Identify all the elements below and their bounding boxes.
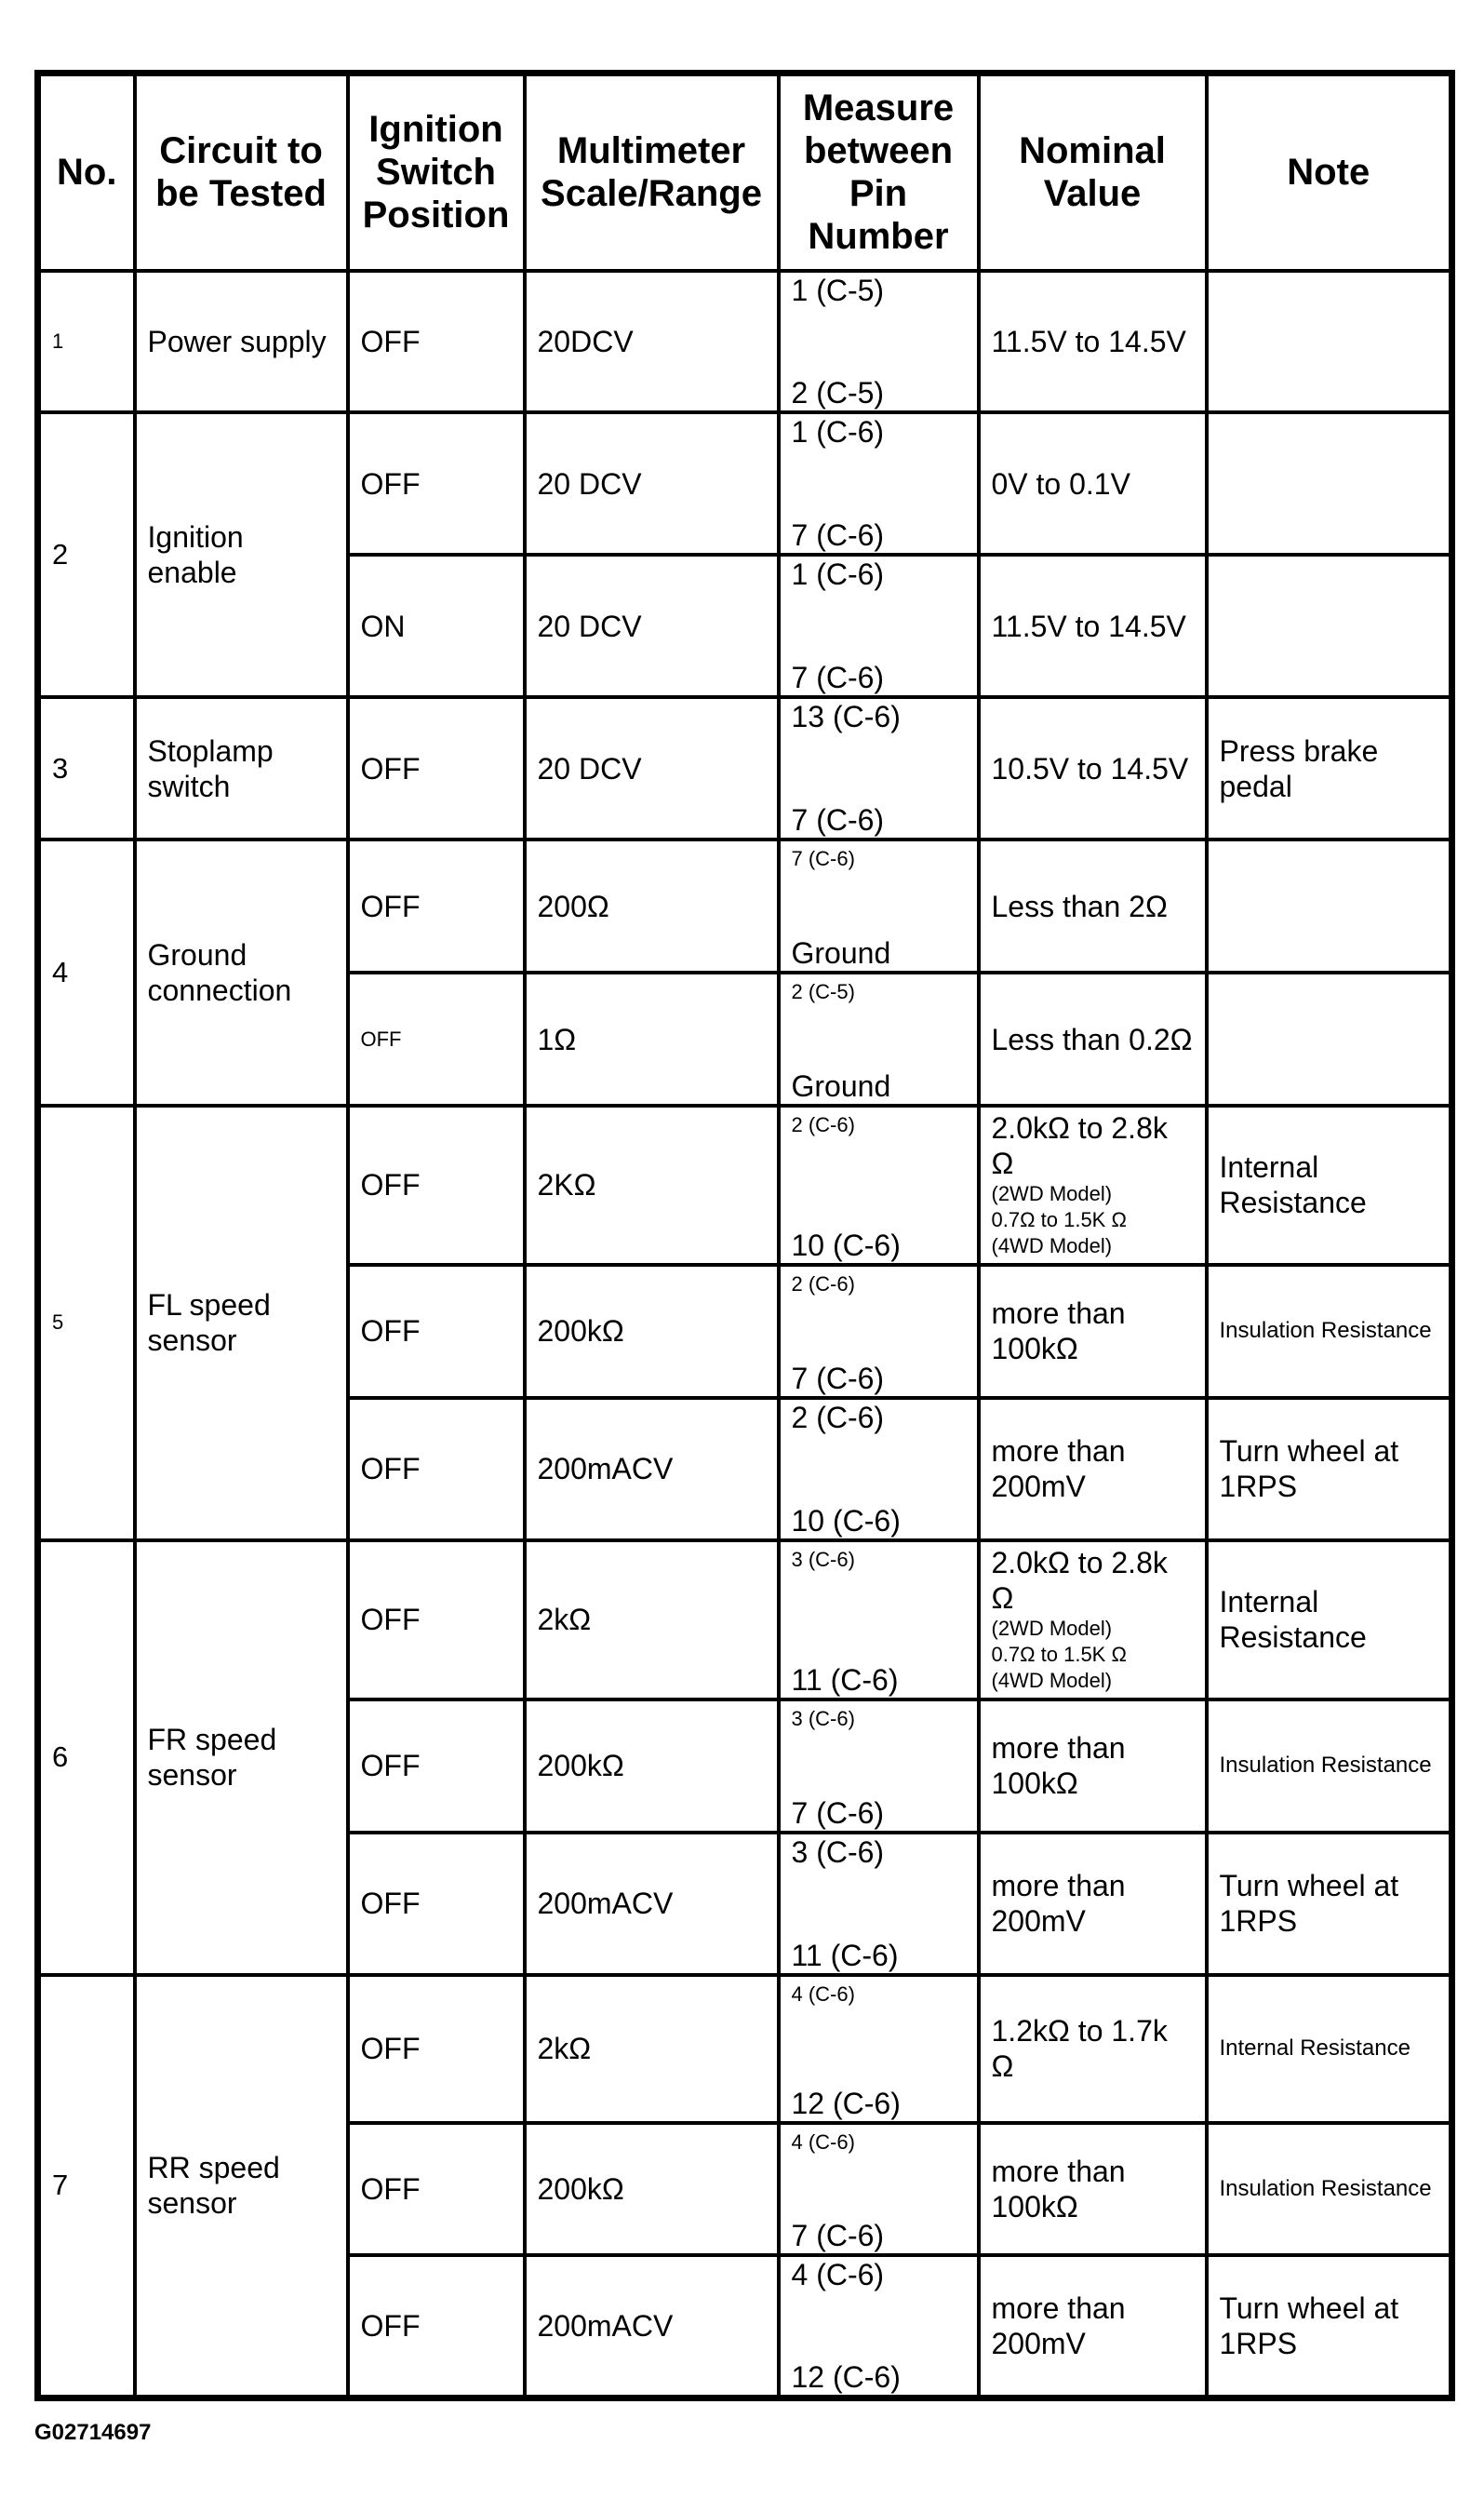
note bbox=[1207, 555, 1452, 697]
note bbox=[1207, 412, 1452, 555]
pin-from: 2 (C-6) bbox=[791, 1271, 855, 1296]
nominal-4wd-range: 0.7Ω to 1.5K Ω bbox=[991, 1208, 1127, 1232]
pin-to: 10 (C-6) bbox=[791, 1228, 901, 1262]
measure-pins bbox=[779, 973, 979, 1106]
table-row bbox=[38, 412, 1452, 555]
pin-to: Ground bbox=[791, 1068, 891, 1103]
pin-to: Ground bbox=[791, 936, 891, 971]
row-number: 7 bbox=[38, 1975, 135, 2398]
pin-from: 1 (C-5) bbox=[791, 273, 885, 307]
note: Turn wheel at 1RPS bbox=[1207, 1833, 1452, 1975]
measure-pins bbox=[779, 271, 979, 413]
circuit-name: Ignition enable bbox=[135, 412, 348, 697]
pin-to: 7 (C-6) bbox=[791, 661, 885, 695]
measure-pins bbox=[779, 412, 979, 555]
table-row bbox=[38, 1540, 1452, 1699]
nominal-2wd-range: 2.0kΩ to 2.8k Ω bbox=[991, 1111, 1168, 1181]
header-no: No. bbox=[38, 74, 135, 271]
pin-from: 2 (C-6) bbox=[791, 1400, 885, 1434]
measure-pins bbox=[779, 1833, 979, 1975]
circuit-name: FL speed sensor bbox=[135, 1106, 348, 1540]
header-note: Note bbox=[1207, 74, 1452, 271]
pin-from: 2 (C-6) bbox=[791, 1112, 855, 1136]
ignition-position: OFF bbox=[348, 1540, 525, 1699]
circuit-test-table bbox=[34, 70, 1455, 2401]
pin-to: 11 (C-6) bbox=[791, 1662, 899, 1697]
figure-id: G02714697 bbox=[34, 2420, 152, 2445]
pin-to: 7 (C-6) bbox=[791, 803, 885, 838]
pin-from: 4 (C-6) bbox=[791, 2129, 855, 2154]
note: Insulation Resistance bbox=[1207, 1699, 1452, 1833]
note: Internal Resistance bbox=[1207, 1106, 1452, 1265]
measure-pins bbox=[779, 697, 979, 840]
pin-to: 7 (C-6) bbox=[791, 2219, 885, 2253]
circuit-name: Stoplamp switch bbox=[135, 697, 348, 840]
pin-from: 2 (C-5) bbox=[791, 980, 855, 1004]
multimeter-range: 1Ω bbox=[525, 973, 779, 1106]
measure-pins bbox=[779, 2255, 979, 2398]
nominal-4wd-range: 0.7Ω to 1.5K Ω bbox=[991, 1643, 1127, 1667]
ignition-position: OFF bbox=[348, 1398, 525, 1540]
measure-pins bbox=[779, 1975, 979, 2123]
nominal-value: more than 100kΩ bbox=[979, 1699, 1207, 1833]
pin-to: 11 (C-6) bbox=[791, 1938, 899, 1972]
pin-from: 3 (C-6) bbox=[791, 1547, 855, 1571]
note bbox=[1207, 271, 1452, 413]
table-row bbox=[38, 1106, 1452, 1265]
note: Internal Resistance bbox=[1207, 1540, 1452, 1699]
measure-pins bbox=[779, 555, 979, 697]
multimeter-range: 200mACV bbox=[525, 1398, 779, 1540]
nominal-value bbox=[979, 1540, 1207, 1699]
multimeter-range: 20 DCV bbox=[525, 555, 779, 697]
ignition-position: OFF bbox=[348, 1106, 525, 1265]
row-number: 3 bbox=[38, 697, 135, 840]
multimeter-range: 200kΩ bbox=[525, 2123, 779, 2256]
nominal-value: more than 100kΩ bbox=[979, 1265, 1207, 1398]
ignition-position: ON bbox=[348, 555, 525, 697]
note: Insulation Resistance bbox=[1207, 2123, 1452, 2256]
multimeter-range: 200mACV bbox=[525, 1833, 779, 1975]
multimeter-range: 200Ω bbox=[525, 840, 779, 973]
ignition-position: OFF bbox=[348, 1833, 525, 1975]
circuit-name: RR speed sensor bbox=[135, 1975, 348, 2398]
test-spec-table-container bbox=[34, 70, 1449, 2401]
nominal-2wd-label: (2WD Model) bbox=[991, 1617, 1113, 1641]
ignition-position: OFF bbox=[348, 1265, 525, 1398]
ignition-position: OFF bbox=[348, 973, 525, 1106]
nominal-value: 11.5V to 14.5V bbox=[979, 271, 1207, 413]
pin-to: 2 (C-5) bbox=[791, 376, 885, 410]
pin-from: 13 (C-6) bbox=[791, 700, 901, 734]
note: Insulation Resistance bbox=[1207, 1265, 1452, 1398]
pin-to: 12 (C-6) bbox=[791, 2360, 901, 2394]
measure-pins bbox=[779, 1699, 979, 1833]
row-number: 1 bbox=[38, 271, 135, 413]
nominal-value: more than 200mV bbox=[979, 2255, 1207, 2398]
nominal-2wd-label: (2WD Model) bbox=[991, 1182, 1113, 1206]
multimeter-range: 200kΩ bbox=[525, 1265, 779, 1398]
row-number: 6 bbox=[38, 1540, 135, 1975]
ignition-position: OFF bbox=[348, 2123, 525, 2256]
circuit-name: FR speed sensor bbox=[135, 1540, 348, 1975]
ignition-position: OFF bbox=[348, 271, 525, 413]
measure-pins bbox=[779, 1540, 979, 1699]
circuit-name: Power supply bbox=[135, 271, 348, 413]
note bbox=[1207, 840, 1452, 973]
measure-pins bbox=[779, 1398, 979, 1540]
header-multimeter: Multimeter Scale/Range bbox=[525, 74, 779, 271]
pin-from: 7 (C-6) bbox=[791, 847, 855, 871]
nominal-4wd-label: (4WD Model) bbox=[991, 1669, 1113, 1693]
nominal-4wd-label: (4WD Model) bbox=[991, 1234, 1113, 1258]
table-row bbox=[38, 697, 1452, 840]
measure-pins bbox=[779, 1106, 979, 1265]
note: Turn wheel at 1RPS bbox=[1207, 1398, 1452, 1540]
nominal-value bbox=[979, 1106, 1207, 1265]
row-number: 4 bbox=[38, 840, 135, 1106]
row-number: 5 bbox=[38, 1106, 135, 1540]
measure-pins bbox=[779, 1265, 979, 1398]
multimeter-range: 20DCV bbox=[525, 271, 779, 413]
row-number: 2 bbox=[38, 412, 135, 697]
multimeter-range: 2KΩ bbox=[525, 1106, 779, 1265]
nominal-2wd-range: 2.0kΩ to 2.8k Ω bbox=[991, 1546, 1168, 1616]
pin-to: 7 (C-6) bbox=[791, 518, 885, 553]
nominal-value: more than 200mV bbox=[979, 1398, 1207, 1540]
pin-from: 3 (C-6) bbox=[791, 1834, 885, 1869]
multimeter-range: 2kΩ bbox=[525, 1540, 779, 1699]
ignition-position: OFF bbox=[348, 412, 525, 555]
pin-from: 3 (C-6) bbox=[791, 1706, 855, 1730]
measure-pins bbox=[779, 840, 979, 973]
note: Press brake pedal bbox=[1207, 697, 1452, 840]
pin-from: 4 (C-6) bbox=[791, 1981, 855, 2006]
nominal-value: more than 200mV bbox=[979, 1833, 1207, 1975]
ignition-position: OFF bbox=[348, 1975, 525, 2123]
nominal-value: Less than 0.2Ω bbox=[979, 973, 1207, 1106]
nominal-value: more than 100kΩ bbox=[979, 2123, 1207, 2256]
pin-to: 12 (C-6) bbox=[791, 2086, 901, 2120]
note: Turn wheel at 1RPS bbox=[1207, 2255, 1452, 2398]
ignition-position: OFF bbox=[348, 2255, 525, 2398]
pin-to: 10 (C-6) bbox=[791, 1503, 901, 1538]
header-row bbox=[38, 74, 1452, 271]
header-ignition: Ignition Switch Position bbox=[348, 74, 525, 271]
pin-to: 7 (C-6) bbox=[791, 1795, 885, 1830]
ignition-position: OFF bbox=[348, 1699, 525, 1833]
multimeter-range: 200mACV bbox=[525, 2255, 779, 2398]
pin-to: 7 (C-6) bbox=[791, 1361, 885, 1395]
multimeter-range: 20 DCV bbox=[525, 697, 779, 840]
ignition-position: OFF bbox=[348, 840, 525, 973]
circuit-name: Ground connection bbox=[135, 840, 348, 1106]
table-row bbox=[38, 271, 1452, 413]
multimeter-range: 20 DCV bbox=[525, 412, 779, 555]
multimeter-range: 200kΩ bbox=[525, 1699, 779, 1833]
nominal-value: 1.2kΩ to 1.7k Ω bbox=[979, 1975, 1207, 2123]
header-circuit: Circuit to be Tested bbox=[135, 74, 348, 271]
nominal-value: Less than 2Ω bbox=[979, 840, 1207, 973]
nominal-value: 11.5V to 14.5V bbox=[979, 555, 1207, 697]
pin-from: 4 (C-6) bbox=[791, 2258, 885, 2292]
note bbox=[1207, 973, 1452, 1106]
pin-from: 1 (C-6) bbox=[791, 415, 885, 450]
measure-pins bbox=[779, 2123, 979, 2256]
note: Internal Resistance bbox=[1207, 1975, 1452, 2123]
header-nominal: Nominal Value bbox=[979, 74, 1207, 271]
multimeter-range: 2kΩ bbox=[525, 1975, 779, 2123]
header-measure: Measure between Pin Number bbox=[779, 74, 979, 271]
table-row bbox=[38, 1975, 1452, 2123]
nominal-value: 10.5V to 14.5V bbox=[979, 697, 1207, 840]
ignition-position: OFF bbox=[348, 697, 525, 840]
nominal-value: 0V to 0.1V bbox=[979, 412, 1207, 555]
pin-from: 1 (C-6) bbox=[791, 557, 885, 592]
table-row bbox=[38, 840, 1452, 973]
